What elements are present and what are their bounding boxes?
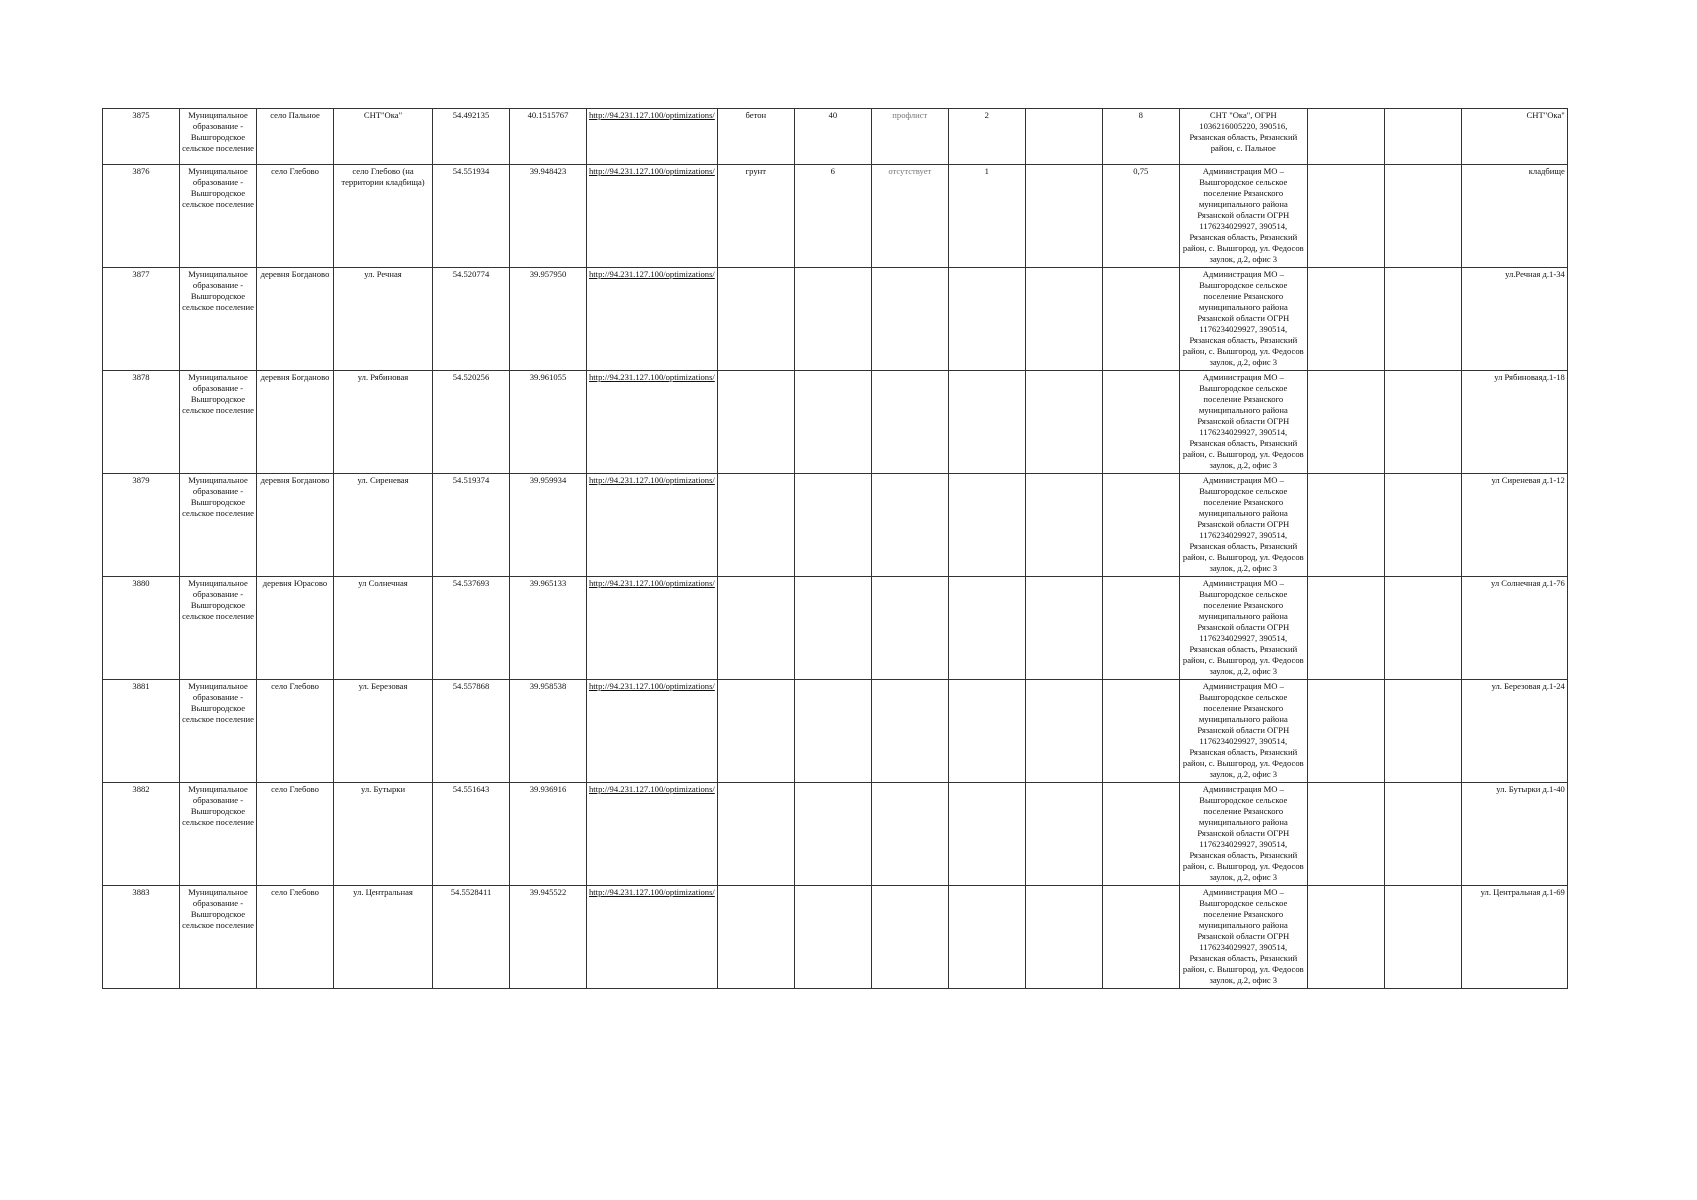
cell-street: село Глебово (на территории кладбища) (334, 165, 433, 268)
cell-url (587, 109, 718, 165)
cell-lon: 39.948423 (510, 165, 587, 268)
cell-settlement: село Глебово (257, 680, 334, 783)
cell-surface (717, 680, 794, 783)
cell-fence (871, 577, 948, 680)
map-link[interactable]: http://94.231.127.100/optimizations/ (589, 110, 715, 120)
cell-source: ул Рябиноваяд.1-18 (1461, 371, 1567, 474)
cell-municipality: Муниципальное образование - Вышгородское сельское поселение (180, 577, 257, 680)
cell-lat: 54.557868 (433, 680, 510, 783)
table-row (103, 886, 1568, 989)
cell-municipality: Муниципальное образование - Вышгородское сельское поселение (180, 474, 257, 577)
cell-surface: грунт (717, 165, 794, 268)
cell-containers (948, 371, 1025, 474)
cell-empty (1384, 165, 1461, 268)
map-link[interactable]: http://94.231.127.100/optimizations/ (589, 784, 715, 794)
cell-source: СНТ"Ока" (1461, 109, 1567, 165)
cell-empty (1025, 371, 1102, 474)
cell-settlement: село Глебово (257, 783, 334, 886)
cell-street: ул. Сиреневая (334, 474, 433, 577)
table-row (103, 577, 1568, 680)
cell-empty (1307, 886, 1384, 989)
cell-containers (948, 886, 1025, 989)
cell-area (794, 268, 871, 371)
map-link[interactable]: http://94.231.127.100/optimizations/ (589, 166, 715, 176)
table-row (103, 680, 1568, 783)
cell-url (587, 680, 718, 783)
cell-empty (1025, 783, 1102, 886)
cell-empty (1307, 577, 1384, 680)
cell-fence: отсутствует (871, 165, 948, 268)
cell-volume (1102, 577, 1179, 680)
cell-num: 3875 (103, 109, 180, 165)
cell-empty (1307, 268, 1384, 371)
cell-surface (717, 371, 794, 474)
cell-containers (948, 783, 1025, 886)
cell-lat: 54.551643 (433, 783, 510, 886)
cell-num: 3879 (103, 474, 180, 577)
cell-owner: Администрация МО – Вышгородское сельское поселение Рязанского муниципального района Рязанской области ОГРН 1176234029927, 390514, Рязанская область, Рязанский район, с. Вышгород, ул. Федосов заулок, д.2, офис 3 (1179, 680, 1307, 783)
cell-containers (948, 268, 1025, 371)
cell-surface (717, 474, 794, 577)
cell-owner: Администрация МО – Вышгородское сельское поселение Рязанского муниципального района Рязанской области ОГРН 1176234029927, 390514, Рязанская область, Рязанский район, с. Вышгород, ул. Федосов заулок, д.2, офис 3 (1179, 577, 1307, 680)
cell-municipality: Муниципальное образование - Вышгородское сельское поселение (180, 783, 257, 886)
cell-containers (948, 577, 1025, 680)
cell-num: 3880 (103, 577, 180, 680)
cell-empty (1307, 680, 1384, 783)
cell-url (587, 783, 718, 886)
cell-surface (717, 268, 794, 371)
cell-area (794, 886, 871, 989)
cell-empty (1384, 268, 1461, 371)
cell-fence (871, 371, 948, 474)
table-row (103, 165, 1568, 268)
cell-lon: 39.936916 (510, 783, 587, 886)
cell-area: 6 (794, 165, 871, 268)
cell-empty (1384, 577, 1461, 680)
cell-url (587, 371, 718, 474)
cell-street: СНТ"Ока" (334, 109, 433, 165)
cell-empty (1307, 109, 1384, 165)
cell-surface (717, 783, 794, 886)
cell-num: 3876 (103, 165, 180, 268)
cell-volume (1102, 680, 1179, 783)
cell-lon: 39.945522 (510, 886, 587, 989)
cell-volume (1102, 474, 1179, 577)
cell-num: 3882 (103, 783, 180, 886)
cell-area (794, 783, 871, 886)
cell-street: ул. Бутырки (334, 783, 433, 886)
cell-lat: 54.551934 (433, 165, 510, 268)
cell-source: ул. Центральная д.1-69 (1461, 886, 1567, 989)
cell-area (794, 474, 871, 577)
cell-empty (1384, 371, 1461, 474)
cell-owner: Администрация МО – Вышгородское сельское поселение Рязанского муниципального района Рязанской области ОГРН 1176234029927, 390514, Рязанская область, Рязанский район, с. Вышгород, ул. Федосов заулок, д.2, офис 3 (1179, 474, 1307, 577)
cell-source: ул. Березовая д.1-24 (1461, 680, 1567, 783)
cell-num: 3881 (103, 680, 180, 783)
map-link[interactable]: http://94.231.127.100/optimizations/ (589, 372, 715, 382)
map-link[interactable]: http://94.231.127.100/optimizations/ (589, 578, 715, 588)
cell-volume (1102, 268, 1179, 371)
cell-empty (1025, 577, 1102, 680)
registry-table (102, 108, 1568, 989)
cell-volume (1102, 886, 1179, 989)
table-row (103, 783, 1568, 886)
cell-settlement: село Глебово (257, 886, 334, 989)
cell-containers: 1 (948, 165, 1025, 268)
cell-empty (1025, 109, 1102, 165)
cell-settlement: деревня Богданово (257, 371, 334, 474)
cell-volume: 8 (1102, 109, 1179, 165)
cell-owner: СНТ "Ока", ОГРН 1036216005220, 390516, Рязанская область, Рязанский район, с. Пальное (1179, 109, 1307, 165)
cell-empty (1384, 474, 1461, 577)
cell-lon: 39.961055 (510, 371, 587, 474)
cell-area (794, 577, 871, 680)
table-row (103, 268, 1568, 371)
cell-lat: 54.492135 (433, 109, 510, 165)
cell-empty (1384, 109, 1461, 165)
cell-empty (1307, 783, 1384, 886)
cell-municipality: Муниципальное образование - Вышгородское сельское поселение (180, 165, 257, 268)
cell-lat: 54.537693 (433, 577, 510, 680)
cell-lon: 40.1515767 (510, 109, 587, 165)
cell-lon: 39.957950 (510, 268, 587, 371)
cell-settlement: деревня Юрасово (257, 577, 334, 680)
cell-fence (871, 886, 948, 989)
cell-street: ул. Березовая (334, 680, 433, 783)
cell-num: 3877 (103, 268, 180, 371)
cell-source: ул Сиреневая д.1-12 (1461, 474, 1567, 577)
cell-municipality: Муниципальное образование - Вышгородское сельское поселение (180, 371, 257, 474)
cell-empty (1307, 371, 1384, 474)
cell-empty (1384, 680, 1461, 783)
cell-containers (948, 680, 1025, 783)
cell-lat: 54.5528411 (433, 886, 510, 989)
cell-empty (1384, 783, 1461, 886)
cell-fence (871, 680, 948, 783)
cell-url (587, 165, 718, 268)
cell-empty (1384, 886, 1461, 989)
table-row (103, 474, 1568, 577)
cell-surface (717, 577, 794, 680)
cell-lat: 54.520774 (433, 268, 510, 371)
cell-containers: 2 (948, 109, 1025, 165)
cell-area: 40 (794, 109, 871, 165)
cell-volume (1102, 783, 1179, 886)
cell-empty (1025, 680, 1102, 783)
table-body (103, 109, 1568, 989)
cell-source: ул. Бутырки д.1-40 (1461, 783, 1567, 886)
cell-municipality: Муниципальное образование - Вышгородское сельское поселение (180, 268, 257, 371)
map-link[interactable]: http://94.231.127.100/optimizations/ (589, 681, 715, 691)
cell-municipality: Муниципальное образование - Вышгородское сельское поселение (180, 680, 257, 783)
cell-area (794, 680, 871, 783)
cell-empty (1025, 268, 1102, 371)
cell-lon: 39.959934 (510, 474, 587, 577)
cell-source: ул.Речная д.1-34 (1461, 268, 1567, 371)
cell-settlement: село Пальное (257, 109, 334, 165)
cell-area (794, 371, 871, 474)
cell-surface: бетон (717, 109, 794, 165)
cell-source: ул Солнечная д.1-76 (1461, 577, 1567, 680)
cell-url (587, 268, 718, 371)
cell-street: ул. Речная (334, 268, 433, 371)
cell-owner: Администрация МО – Вышгородское сельское поселение Рязанского муниципального района Рязанской области ОГРН 1176234029927, 390514, Рязанская область, Рязанский район, с. Вышгород, ул. Федосов заулок, д.2, офис 3 (1179, 886, 1307, 989)
cell-empty (1025, 886, 1102, 989)
cell-empty (1307, 165, 1384, 268)
cell-url (587, 474, 718, 577)
cell-empty (1025, 165, 1102, 268)
cell-lat: 54.520256 (433, 371, 510, 474)
cell-num: 3883 (103, 886, 180, 989)
cell-url (587, 886, 718, 989)
cell-municipality: Муниципальное образование - Вышгородское сельское поселение (180, 109, 257, 165)
cell-empty (1025, 474, 1102, 577)
cell-street: ул Солнечная (334, 577, 433, 680)
cell-fence (871, 474, 948, 577)
cell-owner: Администрация МО – Вышгородское сельское поселение Рязанского муниципального района Рязанской области ОГРН 1176234029927, 390514, Рязанская область, Рязанский район, с. Вышгород, ул. Федосов заулок, д.2, офис 3 (1179, 783, 1307, 886)
map-link[interactable]: http://94.231.127.100/optimizations/ (589, 475, 715, 485)
cell-owner: Администрация МО – Вышгородское сельское поселение Рязанского муниципального района Рязанской области ОГРН 1176234029927, 390514, Рязанская область, Рязанский район, с. Вышгород, ул. Федосов заулок, д.2, офис 3 (1179, 268, 1307, 371)
cell-settlement: деревня Богдановo (257, 268, 334, 371)
cell-empty (1307, 474, 1384, 577)
cell-settlement: деревня Богданово (257, 474, 334, 577)
cell-volume (1102, 371, 1179, 474)
cell-settlement: село Глебово (257, 165, 334, 268)
cell-fence (871, 268, 948, 371)
cell-municipality: Муниципальное образование - Вышгородское сельское поселение (180, 886, 257, 989)
cell-volume: 0,75 (1102, 165, 1179, 268)
table-row (103, 109, 1568, 165)
cell-fence (871, 783, 948, 886)
cell-containers (948, 474, 1025, 577)
cell-owner: Администрация МО – Вышгородское сельское поселение Рязанского муниципального района Рязанской области ОГРН 1176234029927, 390514, Рязанская область, Рязанский район, с. Вышгород, ул. Федосов заулок, д.2, офис 3 (1179, 165, 1307, 268)
cell-street: ул. Рябиновая (334, 371, 433, 474)
cell-url (587, 577, 718, 680)
map-link[interactable]: http://94.231.127.100/optimizations/ (589, 269, 715, 279)
table-row (103, 371, 1568, 474)
cell-source: кладбище (1461, 165, 1567, 268)
cell-lon: 39.965133 (510, 577, 587, 680)
map-link[interactable]: http://94.231.127.100/optimizations/ (589, 887, 715, 897)
cell-street: ул. Центральная (334, 886, 433, 989)
cell-num: 3878 (103, 371, 180, 474)
cell-fence: профлист (871, 109, 948, 165)
cell-lat: 54.519374 (433, 474, 510, 577)
cell-surface (717, 886, 794, 989)
cell-lon: 39.958538 (510, 680, 587, 783)
cell-owner: Администрация МО – Вышгородское сельское поселение Рязанского муниципального района Рязанской области ОГРН 1176234029927, 390514, Рязанская область, Рязанский район, с. Вышгород, ул. Федосов заулок, д.2, офис 3 (1179, 371, 1307, 474)
